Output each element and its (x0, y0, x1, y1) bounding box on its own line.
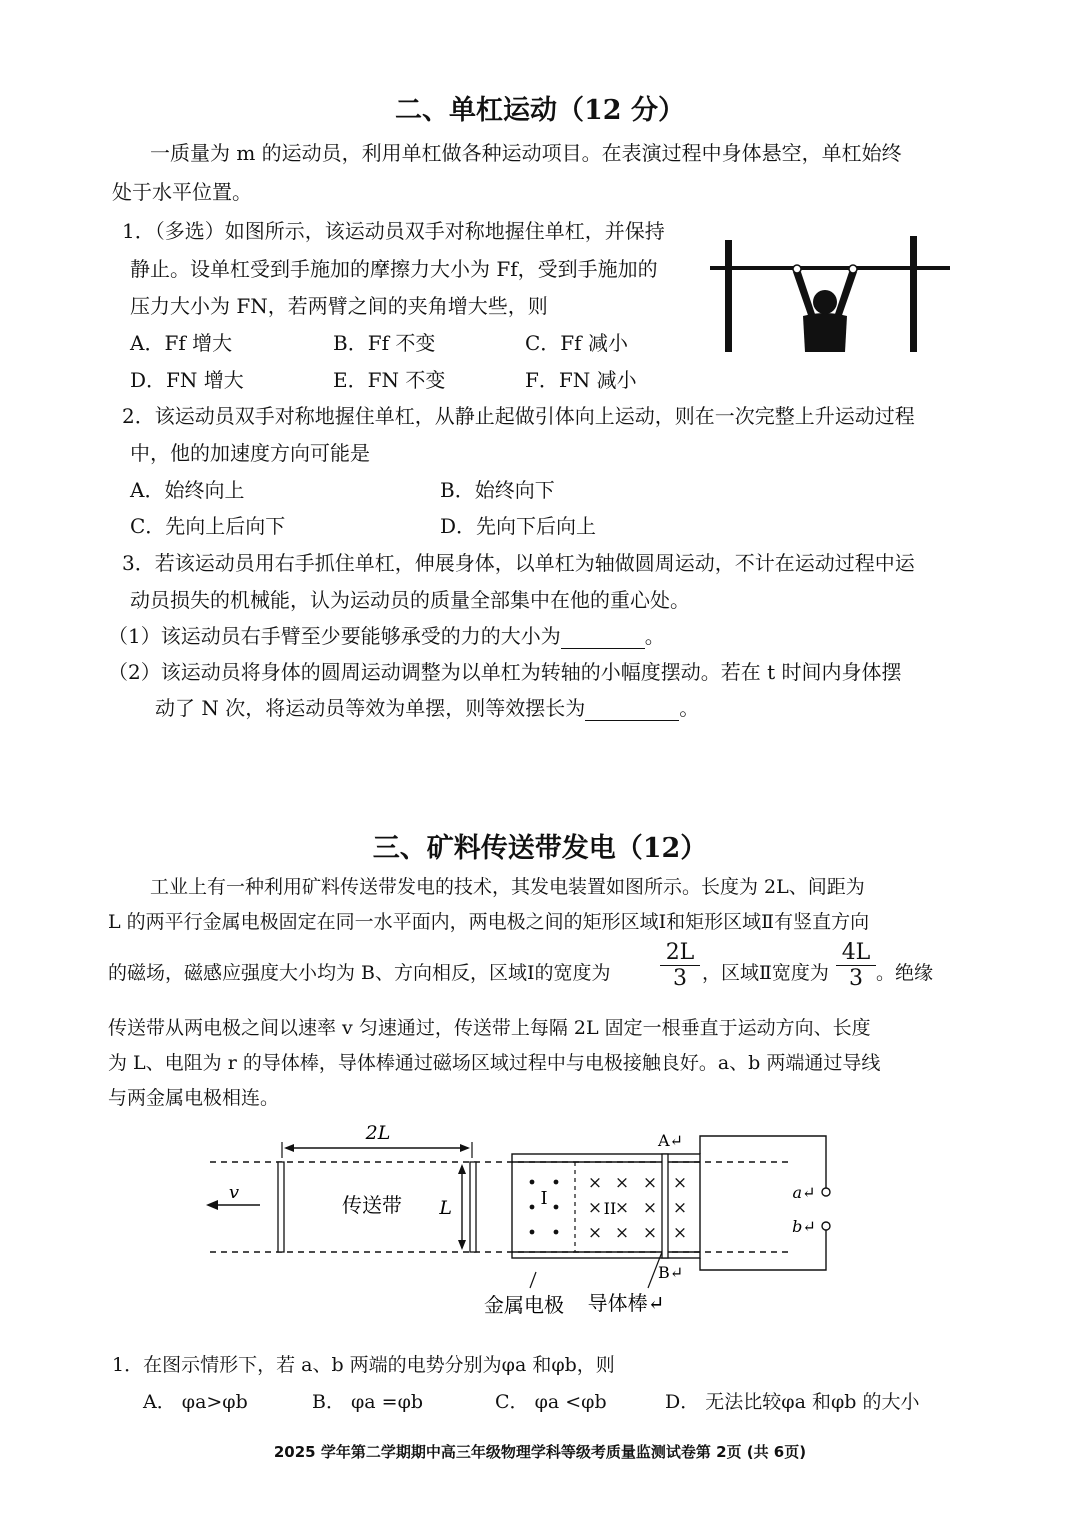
frac2-denominator: 3 (849, 966, 863, 991)
frac2-numerator: 4L (836, 940, 876, 966)
sec3-q1-stem: 1．在图示情形下，若 a、b 两端的电势分别为φa 和φb，则 (112, 1354, 615, 1376)
svg-text:×: × (672, 1198, 688, 1218)
label-2L: 2L (365, 1122, 391, 1144)
label-metal-electrode: 金属电极 (484, 1293, 564, 1317)
sec3-q1-option-c: C． φa <φb (495, 1391, 607, 1413)
terminal-b (822, 1222, 830, 1230)
label-B: B↵ (658, 1263, 684, 1282)
label-belt: 传送带 (342, 1193, 402, 1217)
q3-sub2-blank[interactable] (585, 696, 679, 721)
q1-option-b: B．Ff 不变 (333, 331, 436, 355)
svg-text:×: × (642, 1173, 658, 1193)
svg-text:×: × (587, 1198, 603, 1218)
fraction-region2-width (836, 940, 876, 991)
label-region-I: I (540, 1188, 548, 1209)
page-footer: 2025 学年第二学期期中高三年级物理学科等级考质量监测试卷第 2页 (共 6页) (273, 1443, 807, 1461)
q1-option-f: F．FN 减小 (525, 368, 637, 392)
label-conductor-rod: 导体棒↵ (587, 1291, 665, 1315)
svg-text:×: × (672, 1173, 688, 1193)
q2-option-b: B．始终向下 (440, 478, 555, 502)
label-L: L (439, 1197, 452, 1219)
horizontal-bar (710, 266, 950, 270)
q2-stem-line1: 2．该运动员双手对称地握住单杠，从静止起做引体向上运动，则在一次完整上升运动过程 (122, 404, 915, 428)
conveyor-rod-right (470, 1162, 476, 1252)
q3-sub1-end: 。 (644, 624, 665, 648)
sec3-q1-option-b: B． φa =φb (312, 1391, 424, 1413)
section-3-title: 三、矿料传送带发电（12） (372, 833, 708, 864)
terminal-a (822, 1188, 830, 1196)
q3-sub2-end: 。 (679, 696, 700, 720)
q3-stem-line2: 动员损失的机械能，认为运动员的质量全部集中在他的重心处。 (130, 588, 690, 612)
sec2-intro-line2: 处于水平位置。 (112, 180, 252, 204)
q2-option-c: C．先向上后向下 (130, 514, 286, 538)
fraction-region1-width (660, 940, 700, 991)
sec3-para-line5: 为 L、电阻为 r 的导体棒，导体棒通过磁场区域过程中与电极接触良好。a、b 两端通过导线 (108, 1052, 881, 1074)
sec3-para-line3a: 的磁场，磁感应强度大小均为 B、方向相反，区域Ⅰ的宽度为 (108, 962, 611, 984)
frac1-numerator: 2L (660, 940, 700, 966)
sec3-para-line1: 工业上有一种利用矿料传送带发电的技术，其发电装置如图所示。长度为 2L、间距为 (150, 876, 865, 898)
svg-text:×: × (614, 1198, 630, 1218)
label-region-II: II (603, 1199, 617, 1218)
sec3-para-line4: 传送带从两电极之间以速率 v 匀速通过，传送带上每隔 2L 固定一根垂直于运动方向、长度 (108, 1017, 871, 1039)
horizontal-bar-figure (705, 232, 955, 357)
label-b: b↵ (792, 1217, 816, 1236)
sec3-para-line2: L 的两平行金属电极固定在同一水平面内，两电极之间的矩形区域Ⅰ和矩形区域Ⅱ有竖直方向 (108, 911, 870, 933)
q1-stem-line3: 压力大小为 FN，若两臂之间的夹角增大些，则 (130, 294, 548, 318)
q1-option-c: C．Ff 减小 (525, 331, 628, 355)
q1-stem-line2: 静止。设单杠受到手施加的摩擦力大小为 Ff，受到手施加的 (130, 257, 658, 281)
sec3-para-line6: 与两金属电极相连。 (108, 1087, 280, 1109)
conductor-rod (662, 1154, 668, 1258)
q2-option-a: A．始终向上 (130, 478, 245, 502)
q3-sub1-text: （1）该运动员右手臂至少要能够承受的力的大小为 (108, 624, 561, 648)
sec3-q1-option-a: A． φa>φb (143, 1391, 248, 1413)
label-A: A↵ (658, 1131, 683, 1150)
q3-sub1-blank[interactable] (561, 624, 645, 649)
q3-stem-line1: 3．若该运动员用右手抓住单杠，伸展身体，以单杠为轴做圆周运动，不计在运动过程中运 (122, 551, 915, 575)
q2-option-d: D．先向下后向上 (440, 514, 597, 538)
q1-option-e: E．FN 不变 (333, 368, 446, 392)
q2-stem-line2: 中，他的加速度方向可能是 (130, 441, 370, 465)
svg-text:×: × (672, 1223, 688, 1243)
q1-option-d: D．FN 增大 (130, 368, 244, 392)
svg-text:×: × (614, 1223, 630, 1243)
sec3-para-line3c: 。绝缘 (876, 962, 934, 984)
sec3-q1-option-d: D． 无法比较φa 和φb 的大小 (665, 1391, 920, 1413)
svg-text:×: × (642, 1223, 658, 1243)
q3-sub2-line2 (155, 692, 699, 721)
conveyor-rod-left (278, 1162, 284, 1252)
label-v: v (228, 1182, 240, 1203)
q3-sub1 (108, 620, 665, 649)
wire-to-b (700, 1230, 826, 1270)
q3-sub2-text: 动了 N 次，将运动员等效为单摆，则等效摆长为 (155, 696, 586, 720)
svg-text:×: × (587, 1173, 603, 1193)
conveyor-generator-figure (190, 1122, 850, 1322)
frac1-denominator: 3 (673, 966, 687, 991)
q3-sub2-line1: （2）该运动员将身体的圆周运动调整为以单杠为转轴的小幅度摆动。若在 t 时间内身体摆 (108, 660, 902, 684)
q1-stem-line1: 1．（多选）如图所示，该运动员双手对称地握住单杠，并保持 (122, 219, 665, 243)
sec3-para-line3b: ，区域Ⅱ宽度为 (702, 962, 829, 984)
bar-left-post (725, 240, 732, 352)
sec2-intro-line1: 一质量为 m 的运动员，利用单杠做各种运动项目。在表演过程中身体悬空，单杠始终 (150, 141, 902, 165)
svg-text:×: × (587, 1223, 603, 1243)
q1-option-a: A．Ff 增大 (130, 331, 233, 355)
athlete-silhouette (793, 272, 857, 352)
bar-right-post (910, 236, 917, 352)
svg-text:×: × (614, 1173, 630, 1193)
svg-text:×: × (642, 1198, 658, 1218)
section-2-title: 二、单杠运动（12 分） (395, 95, 685, 126)
label-a: a↵ (792, 1183, 816, 1202)
